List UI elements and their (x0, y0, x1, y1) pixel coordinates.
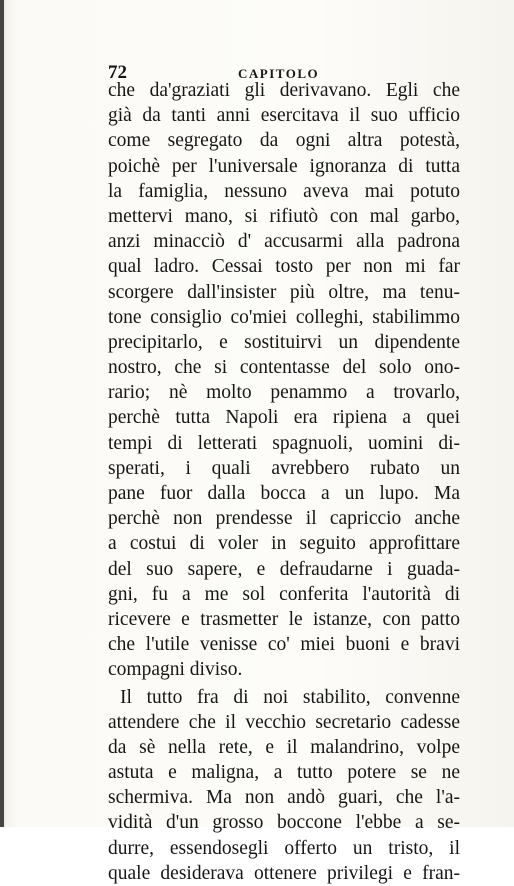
text-line: ricevere e trasmetter le istanze, con patto (108, 608, 460, 630)
text-line: perchè non prendesse il capriccio anche (108, 508, 460, 530)
text-line: perchè tutta Napoli era ripiena a quei (108, 407, 460, 429)
text-line: che da'graziati gli derivavano. Egli che (108, 80, 460, 101)
text-line: tempi di letterati spagnuoli, uomini di- (108, 432, 460, 454)
text-line: come segregato da ogni altra potestà, (108, 130, 460, 152)
text-line: poichè per l'universale ignoranza di tutta (108, 155, 460, 177)
text-line: mettervi mano, si rifiutò con mal garbo, (108, 205, 460, 227)
page-number: 72 (108, 62, 127, 83)
page-edge-shadow (0, 0, 4, 827)
text-line: sperati, i quali avrebbero rubato un (108, 457, 460, 479)
text-line: qual ladro. Cessai tosto per non mi far (108, 256, 460, 278)
text-line: pane fuor dalla bocca a un lupo. Ma (108, 483, 460, 504)
text-line: anzi minacciò d' accusarmi alla padrona (108, 231, 460, 253)
text-line: che l'utile venisse co' miei buoni e bravi (108, 634, 460, 656)
text-line: a costui di voler in seguito approfittare (108, 533, 460, 555)
text-line: da sè nella rete, e il malandrino, volpe (108, 736, 460, 758)
text-line: vidità d'un grosso boccone l'ebbe a se- (108, 812, 460, 834)
text-line: del suo sapere, e defraudarne i guada- (108, 558, 460, 580)
running-head: CAPITOLO (238, 66, 320, 81)
text-line: precipitarlo, e sostituirvi un dipendente (108, 331, 460, 353)
text-line: compagni diviso. (108, 659, 243, 681)
text-line: rario; nè molto penammo a trovarlo, (108, 382, 460, 404)
text-line: astuta e maligna, a tutto potere se ne (108, 762, 460, 784)
text-line: schermiva. Ma non andò guari, che l'a- (108, 787, 460, 809)
text-line: Il tutto fra di noi stabilito, convenne (120, 686, 460, 708)
text-line: la famiglia, nessuno aveva mai potuto (108, 180, 460, 202)
text-line: gni, fu a me sol conferita l'autorità di (108, 583, 460, 605)
text-line: attendere che il vecchio secretario cadesse (108, 711, 460, 733)
body-text (108, 78, 460, 886)
text-line: durre, essendosegli offerto un tristo, il (108, 837, 460, 859)
text-line: quale desiderava ottenere privilegi e fran- (108, 862, 460, 884)
text-line: scorgere dall'insister più oltre, ma tenu- (108, 281, 460, 303)
text-line: già da tanti anni esercitava il suo ufficio (108, 105, 460, 127)
text-line: tone consiglio co'miei colleghi, stabilimmo (108, 306, 460, 328)
text-line: nostro, che si contentasse del solo ono- (108, 357, 460, 379)
